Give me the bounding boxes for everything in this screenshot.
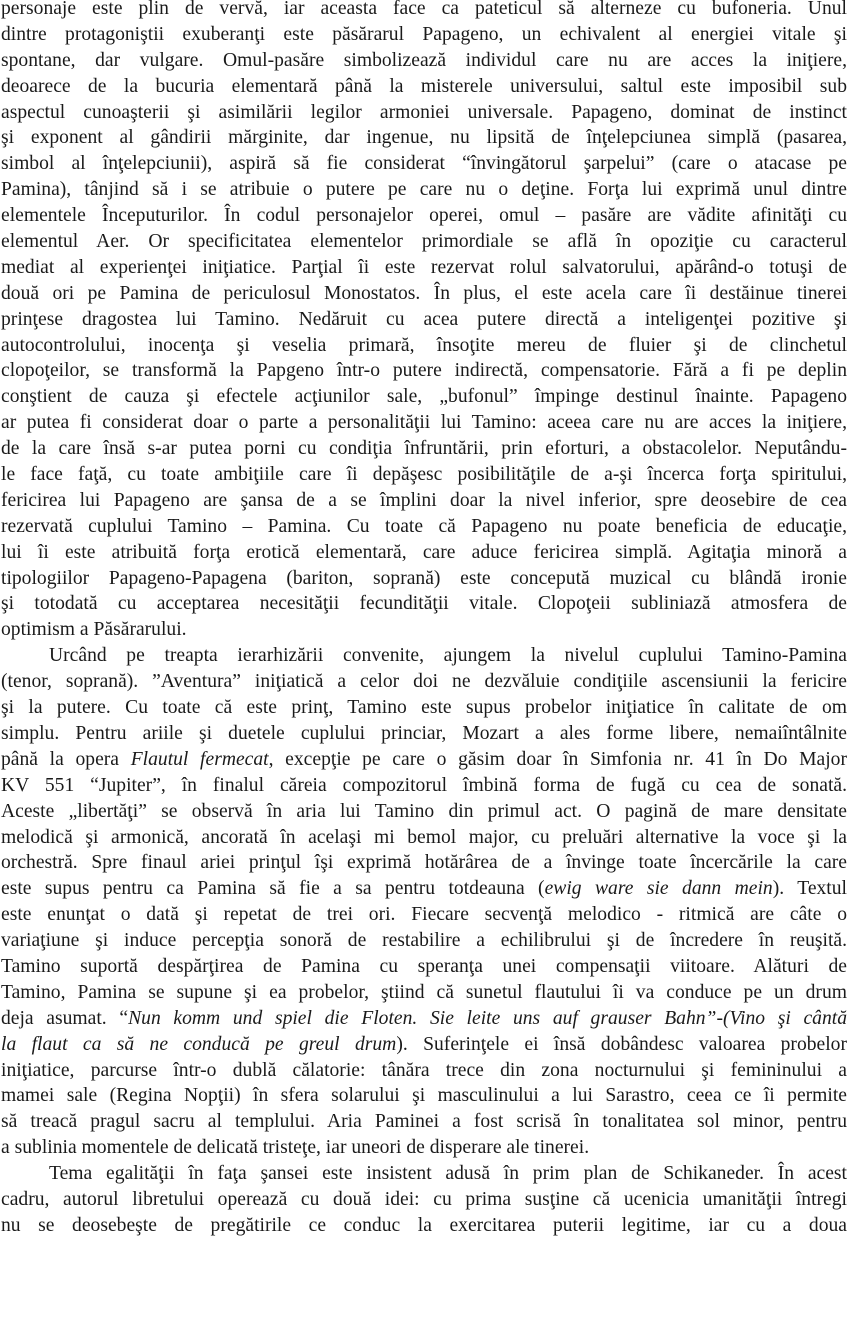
text-span: conştient de cauza şi efectele acţiunilor sale, „bufonul” împinge destinul înainte. Papageno: [1, 386, 847, 408]
text-span: este supus pentru ca Pamina să fie a sa pentru totdeauna (: [1, 878, 545, 900]
text-line: [1, 0, 847, 22]
text-span: orchestră. Spre finaul ariei prinţul îşi exprimă hotărârea de a învinge toate încercările la care: [1, 852, 847, 874]
text-span: elementul Aer. Or specificitatea elementelor primordiale se află în opoziţie cu caracterul: [1, 231, 847, 253]
text-line: [1, 850, 847, 876]
text-line: [1, 333, 847, 359]
text-span: până la opera: [1, 748, 131, 770]
text-line: [1, 74, 847, 100]
text-line: [1, 125, 847, 151]
text-span: spontane, dar vulgare. Omul-pasăre simbolizează individul care nu are acces la iniţiere,: [1, 49, 847, 71]
text-line: [1, 410, 847, 436]
text-line: [1, 488, 847, 514]
text-span: mamei sale (Regina Nopţii) în sfera solarului şi masculinului a lui Sarastro, ceea ce îi permite: [1, 1085, 847, 1107]
text-span: KV 551 “Jupiter”, în finalul căreia compozitorul îmbină forma de fugă cu cea de sonată.: [1, 774, 847, 796]
text-line: [1, 48, 847, 74]
text-span: (tenor, soprană). ”Aventura” iniţiatică a celor doi ne dezvăluie condiţiile ascensiunii la fericire: [1, 671, 847, 693]
text-span: două ori pe Pamina de periculosul Monostatos. În plus, el este acela care îi destăinue tinerei: [1, 282, 847, 304]
text-span: variaţiune şi induce percepţia sonoră de restabilire a echilibrului şi de încredere în reuşită.: [1, 930, 847, 952]
text-line: [1, 928, 847, 954]
text-span: este enunţat o dată şi repetat de trei ori. Fiecare secvenţă melodico - ritmică are câte o: [1, 904, 847, 926]
text-line: [1, 1187, 847, 1213]
text-span: , excepţie pe care o găsim doar în Simfonia nr. 41 în Do Major: [268, 748, 847, 770]
text-line: [1, 1058, 847, 1084]
text-line: [1, 799, 847, 825]
text-line: [1, 566, 847, 592]
text-line: [1, 643, 847, 669]
text-span: rezervată cuplului Tamino – Pamina. Cu toate că Papageno nu poate beneficia de educaţie,: [1, 515, 847, 537]
text-span: dintre protagoniştii exuberanţi este păsărarul Papageno, un echivalent al energiei vitale şi: [1, 23, 847, 45]
text-span: deja asumat. “: [1, 1007, 129, 1029]
text-line: [1, 255, 847, 281]
text-line: [1, 100, 847, 126]
text-span: mediat al experienţei iniţiatice. Parţial îi este rezervat rolul salvatorului, apărând-o totuşi de: [1, 256, 847, 278]
text-line: [1, 384, 847, 410]
text-span: tipologiilor Papageno-Papagena (bariton, soprană) este concepută muzical cu blândă ironie: [1, 567, 847, 589]
text-line: [1, 617, 847, 643]
text-span: şi la putere. Cu toate că este prinţ, Tamino este supus probelor iniţiatice în calitate de om: [1, 697, 847, 719]
text-line: [1, 358, 847, 384]
text-line: [1, 902, 847, 928]
text-span: ar putea fi considerat doar o parte a personalităţii lui Tamino: aceea care nu are acces la iniţiere,: [1, 412, 847, 434]
text-line: [1, 177, 847, 203]
text-line: [1, 747, 847, 773]
text-line: [1, 591, 847, 617]
text-span: personaje este plin de vervă, iar aceasta face ca pateticul să alterneze cu bufoneria. Unul: [1, 0, 847, 19]
text-line: [1, 876, 847, 902]
text-line: [1, 203, 847, 229]
text-line: [1, 540, 847, 566]
text-span: le face faţă, cu toate ambiţiile care îi depăşesc posibilităţile de a-şi încerca forţa spiritului,: [1, 464, 847, 486]
text-span: Pamina), tânjind să i se atribuie o putere pe care nu o deţine. Forţa lui exprimă unul dintre: [1, 179, 847, 201]
text-span: ). Textul: [772, 878, 847, 900]
text-line: [1, 1032, 847, 1058]
text-span: Urcând pe treapta ierarhizării convenite, ajungem la nivelul cuplului Tamino-Pamina: [49, 645, 847, 667]
text-line: [1, 307, 847, 333]
text-line: [1, 669, 847, 695]
text-span: nu se deosebeşte de pregătirile ce conduc la exercitarea puterii legitime, iar cu a doua: [1, 1214, 847, 1236]
text-line: [1, 954, 847, 980]
text-span: Tamino suportă despărţirea de Pamina cu speranţa unei compensaţii viitoare. Alături de: [1, 955, 847, 977]
text-line: [1, 773, 847, 799]
text-span: simplu. Pentru ariile şi duetele cuplului princiar, Mozart a ales forme libere, nemaiîntâlnite: [1, 722, 847, 744]
text-span: Tema egalităţii în faţa şansei este insistent adusă în prim plan de Schikaneder. În acest: [49, 1163, 847, 1185]
text-span: autocontrolului, inocenţa şi veselia primară, însoţite mereu de fluier şi de clinchetul: [1, 334, 847, 356]
text-line: [1, 462, 847, 488]
text-line: [1, 1135, 847, 1161]
text-line: [1, 721, 847, 747]
text-span: a sublinia momentele de delicată tristeţe, iar uneori de disperare ale tinerei.: [1, 1137, 590, 1159]
italic-text: ewig ware sie dann mein: [544, 878, 773, 900]
italic-text: la flaut ca să ne conducă pe greul drum: [1, 1033, 397, 1055]
text-line: [1, 695, 847, 721]
text-line: [1, 151, 847, 177]
text-line: [1, 1213, 847, 1239]
text-line: [1, 1161, 847, 1187]
text-span: cadru, autorul libretului operează cu două idei: cu prima susţine că ucenicia umanităţii întregi: [1, 1188, 847, 1210]
text-line: [1, 514, 847, 540]
text-span: de la care însă s-ar putea porni cu condiţia înfruntării, prin eforturi, a obstacolelor. Neputându-: [1, 438, 847, 460]
italic-text: Nun komm und spiel die Floten. Sie leite uns auf grauser Bahn”-(Vino şi cântă: [128, 1007, 847, 1029]
text-span: simbol al înţelepciunii), aspiră să fie considerat “învingătorul şarpelui” (care o atacase pe: [1, 153, 847, 175]
text-span: aspectul cunoaşterii şi asimilării legilor armoniei universale. Papageno, dominat de instinct: [1, 101, 847, 123]
text-span: prinţese dragostea lui Tamino. Nedăruit cu acea putere directă a inteligenţei pozitive şi: [1, 308, 847, 330]
text-span: şi totodată cu acceptarea necesităţii fecundităţii vitale. Clopoţeii subliniază atmosfera de: [1, 593, 847, 615]
text-line: [1, 980, 847, 1006]
text-span: fericirea lui Papageno are şansa de a se împlini doar la nivel inferior, spre deosebire de cea: [1, 489, 847, 511]
text-line: [1, 436, 847, 462]
text-span: melodică şi armonică, ancorată în acelaşi mi bemol major, cu preluări alternative la voce şi la: [1, 826, 847, 848]
text-line: [1, 229, 847, 255]
italic-text: Flautul fermecat: [130, 748, 269, 770]
text-span: ). Suferinţele ei însă dobândesc valoarea probelor: [396, 1033, 847, 1055]
text-span: elementele Începuturilor. În codul personajelor operei, omul – pasăre are vădite afinităţi cu: [1, 205, 847, 227]
text-line: [1, 1083, 847, 1109]
text-span: şi exponent al gândirii mărginite, dar ingenue, nu lipsită de înţelepciunea simplă (pasarea,: [1, 127, 847, 149]
text-span: Aceste „libertăţi” se observă în aria lui Tamino din primul act. O pagină de mare densitate: [1, 800, 847, 822]
text-span: lui îi este atribuită forţa erotică elementară, care aduce fericirea simplă. Agitaţia minoră a: [1, 541, 847, 563]
text-line: [1, 22, 847, 48]
text-span: clopoţeilor, se transformă la Papgeno într-o putere indirectă, compensatorie. Fără a fi pe deplin: [1, 360, 847, 382]
text-span: iniţiatice, parcurse într-o dublă călatorie: tânăra trece din zona nocturnului şi femininului a: [1, 1059, 847, 1081]
text-line: [1, 281, 847, 307]
text-line: [1, 825, 847, 851]
text-span: deoarece de la bucuria elementară până la misterele universului, saltul este imposibil sub: [1, 75, 847, 97]
text-line: [1, 1006, 847, 1032]
text-line: [1, 1109, 847, 1135]
text-span: optimism a Păsărarului.: [1, 619, 187, 641]
text-span: să treacă pragul sacru al templului. Aria Paminei a fost scrisă în tonalitatea sol minor, pentru: [1, 1111, 847, 1133]
text-span: Tamino, Pamina se supune şi ea probelor, ştiind că sunetul flautului îi va conduce pe un drum: [1, 981, 847, 1003]
